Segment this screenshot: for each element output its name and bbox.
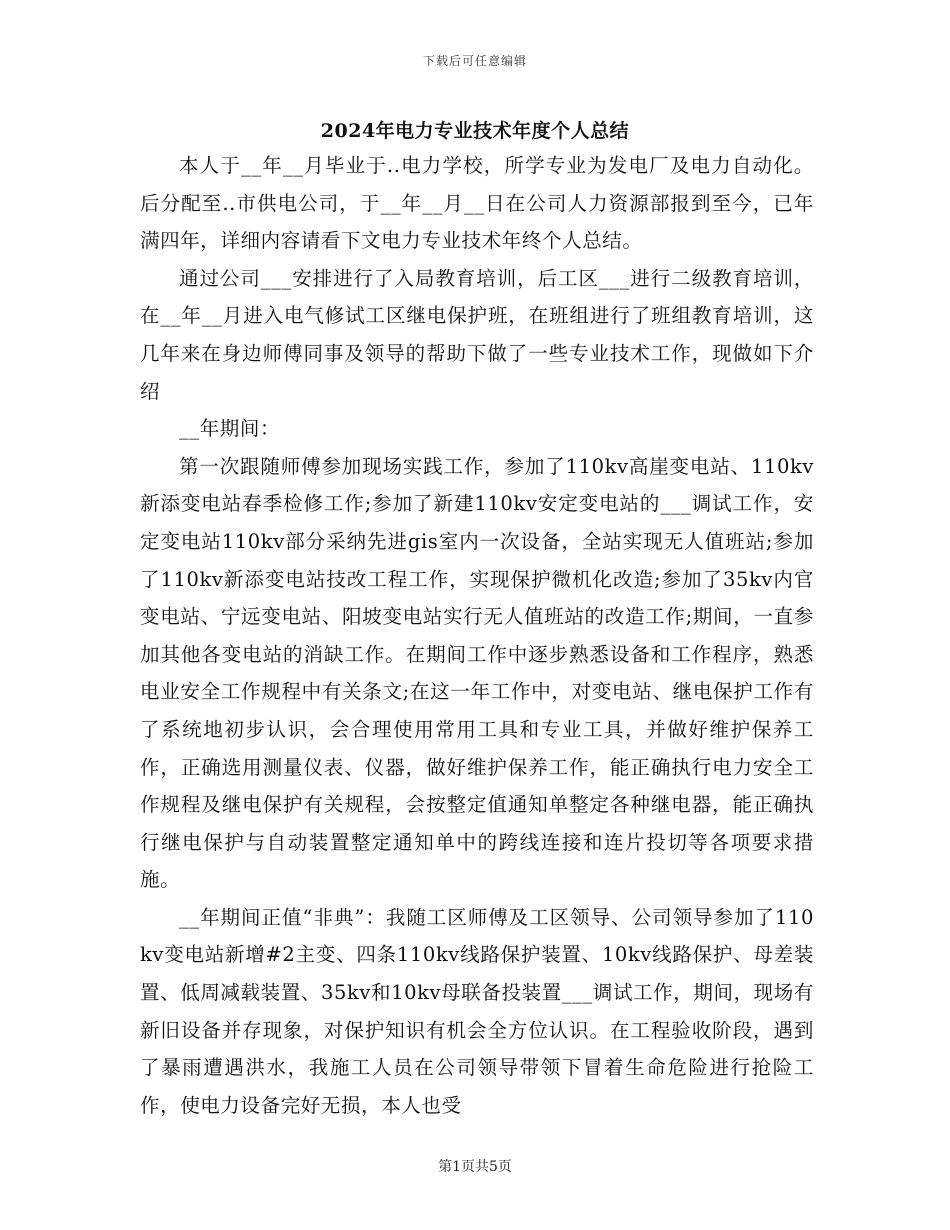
paragraph-training: 通过公司___安排进行了入局教育培训，后工区___进行二级教育培训，在__年__月进入电气修试工区继电保护班，在班组进行了班组教育培训，这几年来在身边师傅同事及领导的帮助下做了一些专业技术工作，现做如下介绍 <box>140 266 814 403</box>
paragraph-intro: 本人于__年__月毕业于..电力学校，所学专业为发电厂及电力自动化。后分配至..市供电公司，于__年__月__日在公司人力资源部报到至今，已年满四年，详细内容请看下文电力专业技术年终个人总结。 <box>140 154 814 253</box>
paragraph-sars-period-work: __年期间正值“非典”：我随工区师傅及工区领导、公司领导参加了110kv变电站新增#2主变、四条110kv线路保护装置、10kv线路保护、母差装置、低周减载装置、35kv和10kv母联备投装置___调试工作，期间，现场有新旧设备并存现象，对保护知识有机会全方位认识。在工程验收阶段，遇到了暴雨遭遇洪水，我施工人员在公司领导带领下冒着生命危险进行抢险工作，使电力设备完好无损，本人也受 <box>140 905 814 1117</box>
paragraph-year-heading: __年期间： <box>179 417 281 441</box>
document-title: 2024年电力专业技术年度个人总结 <box>320 120 630 142</box>
page-number: 第1页共5页 <box>438 1159 512 1175</box>
document-body <box>140 147 814 1124</box>
page-header-note: 下载后可任意编辑 <box>422 54 527 68</box>
paragraph-first-year-work: 第一次跟随师傅参加现场实践工作，参加了110kv高崖变电站、110kv新添变电站春季检修工作;参加了新建110kv安定变电站的___调试工作，安定变电站110kv部分采纳先进gis室内一次设备，全站实现无人值班站;参加了110kv新添变电站技改工程工作，实现保护微机化改造;参加了35kv内官变电站、宁远变电站、阳坡变电站实行无人值班站的改造工作;期间，一直参加其他各变电站的消缺工作。在期间工作中逐步熟悉设备和工作程序，熟悉电业安全工作规程中有关条文;在这一年工作中，对变电站、继电保护工作有了系统地初步认识，会合理使用常用工具和专业工具，并做好维护保养工作，正确选用测量仪表、仪器，做好维护保养工作，能正确执行电力安全工作规程及继电保护有关规程，会按整定值通知单整定各种继电器，能正确执行继电保护与自动装置整定通知单中的跨线连接和连片投切等各项要求措施。 <box>140 454 814 892</box>
